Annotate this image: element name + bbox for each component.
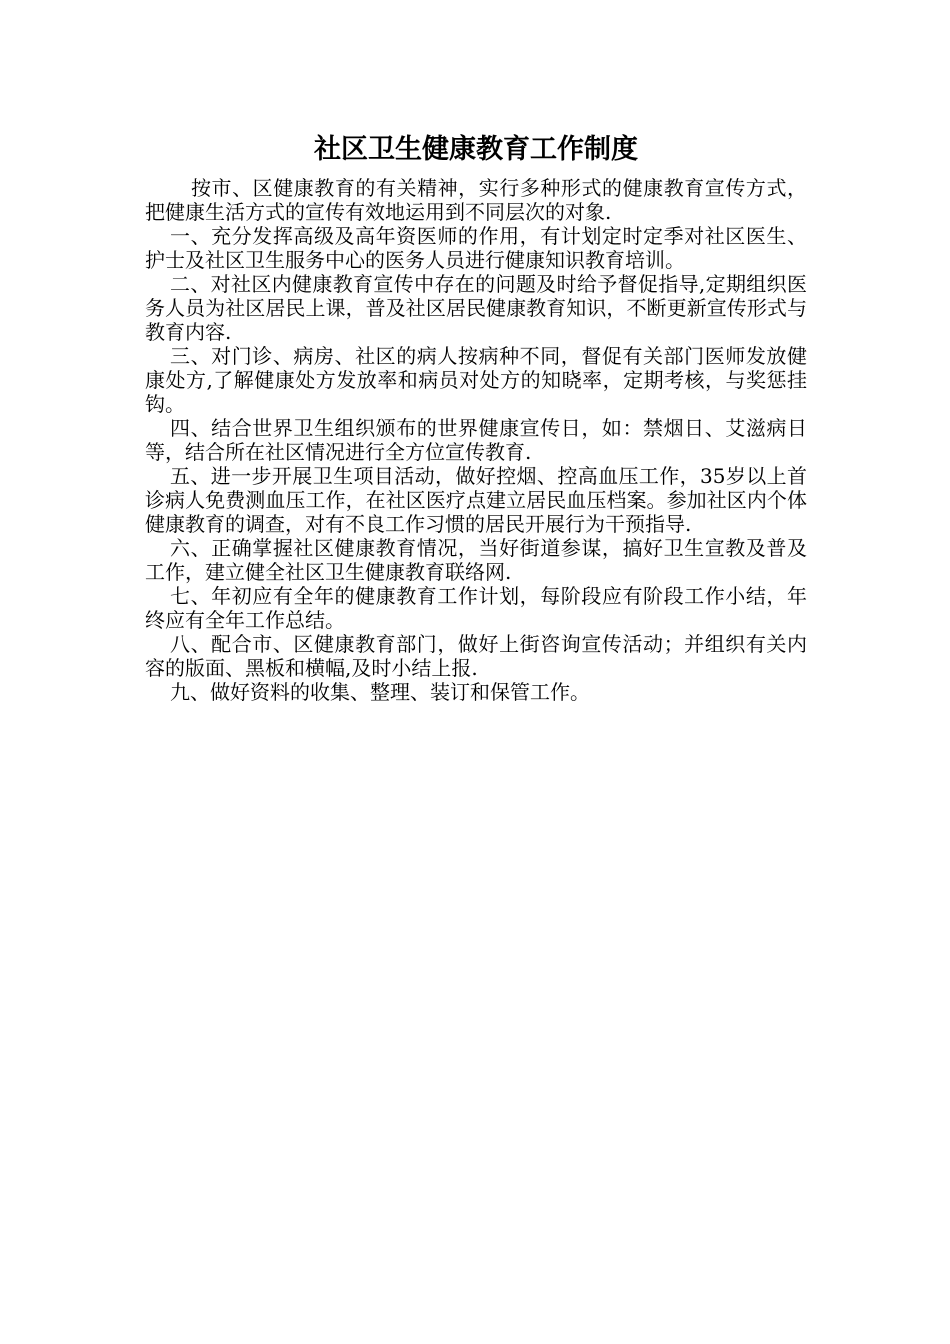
paragraph-item-3: 三、对门诊、病房、社区的病人按病种不同，督促有关部门医师发放健康处方,了解健康处方发放率和病员对处方的知晓率，定期考核，与奖惩挂钩。	[145, 344, 807, 416]
paragraph-item-9: 九、做好资料的收集、整理、装订和保管工作。	[170, 680, 590, 704]
paragraph-item-6: 六、正确掌握社区健康教育情况，当好街道参谋，搞好卫生宣教及普及工作，建立健全社区卫生健康教育联络网.	[145, 536, 807, 584]
paragraph-item-7: 七、年初应有全年的健康教育工作计划，每阶段应有阶段工作小结，年终应有全年工作总结。	[145, 584, 807, 632]
document-title: 社区卫生健康教育工作制度	[314, 134, 638, 165]
paragraph-item-1: 一、充分发挥高级及高年资医师的作用，有计划定时定季对社区医生、护士及社区卫生服务中心的医务人员进行健康知识教育培训。	[145, 224, 807, 272]
paragraph-item-8: 八、配合市、区健康教育部门，做好上街咨询宣传活动；并组织有关内容的版面、黑板和横幅,及时小结上报.	[145, 632, 807, 680]
document-body	[145, 176, 807, 704]
paragraph-item-4: 四、结合世界卫生组织颁布的世界健康宣传日，如：禁烟日、艾滋病日等，结合所在社区情况进行全方位宣传教育.	[145, 416, 807, 464]
paragraph-item-5: 五、进一步开展卫生项目活动，做好控烟、控高血压工作，35岁以上首诊病人免费测血压工作，在社区医疗点建立居民血压档案。参加社区内个体健康教育的调查，对有不良工作习惯的居民开展行为干预指导.	[145, 464, 807, 536]
paragraph-item-2: 二、对社区内健康教育宣传中存在的问题及时给予督促指导,定期组织医务人员为社区居民上课，普及社区居民健康教育知识，不断更新宣传形式与教育内容.	[145, 272, 807, 344]
paragraph-intro: 按市、区健康教育的有关精神，实行多种形式的健康教育宣传方式，把健康生活方式的宣传有效地运用到不同层次的对象.	[145, 176, 807, 224]
